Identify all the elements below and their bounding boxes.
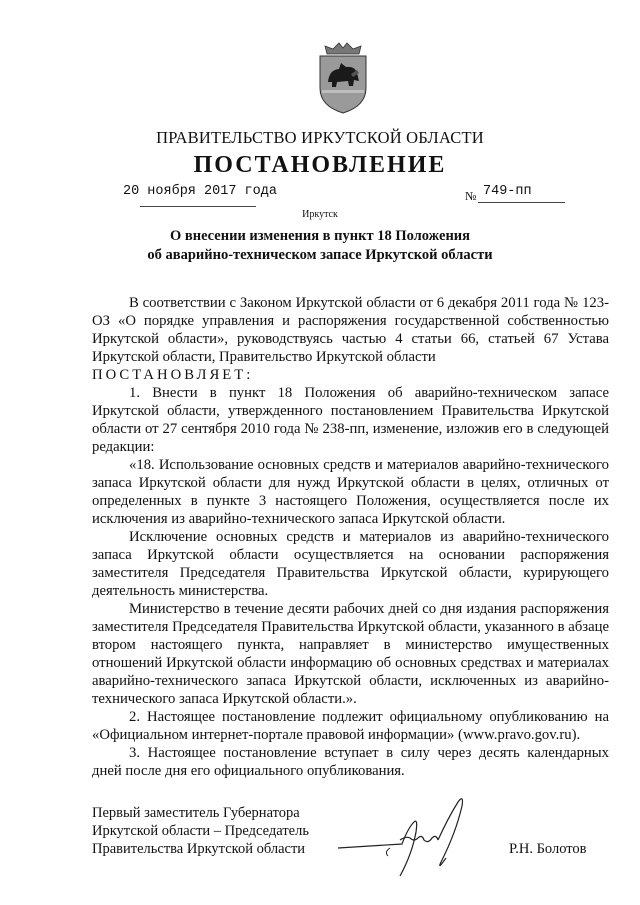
paragraph: «18. Использование основных средств и материалов аварийно-технического запаса Иркутской области для нужд Иркутской области в целях, отличных от определенных в пункте 3 настоящего Положения, осуществляется после их исключения из аварийно-технического запаса Иркутской области. xyxy=(92,457,609,527)
signatory-name: Р.Н. Болотов xyxy=(509,841,587,857)
heading-line-2: об аварийно-техническом запасе Иркутской области xyxy=(147,247,493,263)
paragraph: 1. Внести в пункт 18 Положения об аварийно-техническом запасе Иркутской области, утвержденного постановлением Правительства Иркутской области от 27 сентября 2010 года № 238-пп, изменение, изложив его в следующей редакции: xyxy=(92,385,609,455)
signatory-line-2: Иркутской области – Председатель xyxy=(92,823,309,839)
coat-of-arms-icon xyxy=(315,40,371,116)
number-sign: № xyxy=(465,189,477,203)
document-heading xyxy=(120,227,520,265)
document-body xyxy=(92,294,609,780)
document-type: ПОСТАНОВЛЕНИЕ xyxy=(193,152,447,178)
document-date: 20 ноября 2017 года xyxy=(123,184,277,199)
signatory-title xyxy=(92,804,309,858)
paragraph: Исключение основных средств и материалов из аварийно-технического запаса Иркутской области осуществляется на основании распоряжения заместителя Председателя Правительства Иркутской области, курирующего деятельность министерства. xyxy=(92,529,609,599)
handwritten-signature-icon xyxy=(330,788,490,880)
number-underline xyxy=(478,202,565,203)
paragraph: 2. Настоящее постановление подлежит официальному опубликованию на «Официальном интернет-портале правовой информации» (www.pravo.gov.ru). xyxy=(92,709,609,743)
date-underline xyxy=(140,206,256,207)
resolution-word: ПОСТАНОВЛЯЕТ: xyxy=(92,367,254,383)
signatory-line-1: Первый заместитель Губернатора xyxy=(92,805,300,821)
government-name: ПРАВИТЕЛЬСТВО ИРКУТСКОЙ ОБЛАСТИ xyxy=(156,128,484,147)
paragraph: В соответствии с Законом Иркутской области от 6 декабря 2011 года № 123-ОЗ «О порядке управления и распоряжения государственной собственностью Иркутской области», руководствуясь частью 4 статьи 66, статьей 67 Устава Иркутской области, Правительство Иркутской области xyxy=(92,295,609,365)
document-number: 749-пп xyxy=(483,184,532,199)
paragraph: 3. Настоящее постановление вступает в силу через десять календарных дней после дня его официального опубликования. xyxy=(92,745,609,779)
signatory-line-3: Правительства Иркутской области xyxy=(92,841,306,857)
heading-line-1: О внесении изменения в пункт 18 Положения xyxy=(169,228,470,244)
city: Иркутск xyxy=(302,209,338,220)
paragraph: Министерство в течение десяти рабочих дней со дня издания распоряжения заместителя Председателя Правительства Иркутской области, указанного в абзаце втором настоящего пункта, направляет в министерство имущественных отношений Иркутской области информацию об основных средствах и материалах аварийно-технического запаса Иркутской области, исключенных из аварийно-технического запаса Иркутской области.». xyxy=(92,601,609,707)
